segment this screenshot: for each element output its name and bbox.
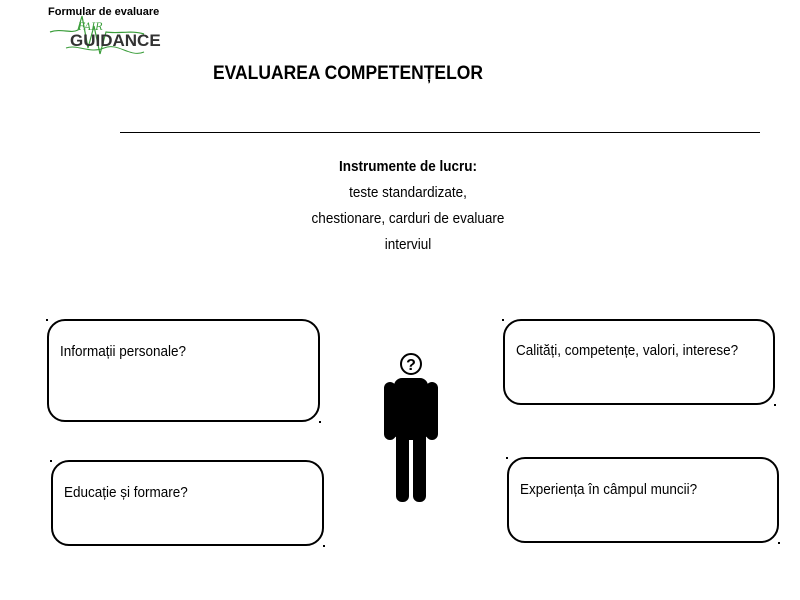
tools-line: chestionare, carduri de evaluare (311, 210, 505, 227)
logo-fair-text: FAIR (78, 22, 103, 33)
personal-info-box (47, 319, 320, 422)
education-label: Educație și formare? (64, 484, 188, 501)
logo-guidance-text: GUIDANCE (70, 31, 161, 50)
corner-dot (778, 542, 780, 544)
corner-dot (50, 460, 52, 462)
question-mark: ? (406, 357, 416, 374)
corner-dot (506, 457, 508, 459)
page-title: EVALUAREA COMPETENȚELOR (213, 63, 483, 84)
experience-label: Experiența în câmpul muncii? (520, 481, 698, 498)
experience-box (507, 457, 779, 543)
corner-dot (502, 319, 504, 321)
person-question-icon (380, 352, 442, 504)
corner-dot (319, 421, 321, 423)
qualities-box (503, 319, 775, 405)
tools-line: teste standardizate, (349, 184, 467, 201)
corner-dot (323, 545, 325, 547)
divider (120, 132, 760, 133)
tools-section (228, 154, 588, 258)
tools-line: interviul (384, 236, 432, 253)
education-box (51, 460, 324, 546)
personal-info-label: Informații personale? (60, 343, 187, 360)
form-label: Formular de evaluare (48, 6, 160, 18)
tools-heading: Instrumente de lucru: (338, 158, 478, 175)
corner-dot (46, 319, 48, 321)
qualities-label: Calități, competențe, valori, interese? (516, 342, 739, 359)
corner-dot (774, 404, 776, 406)
